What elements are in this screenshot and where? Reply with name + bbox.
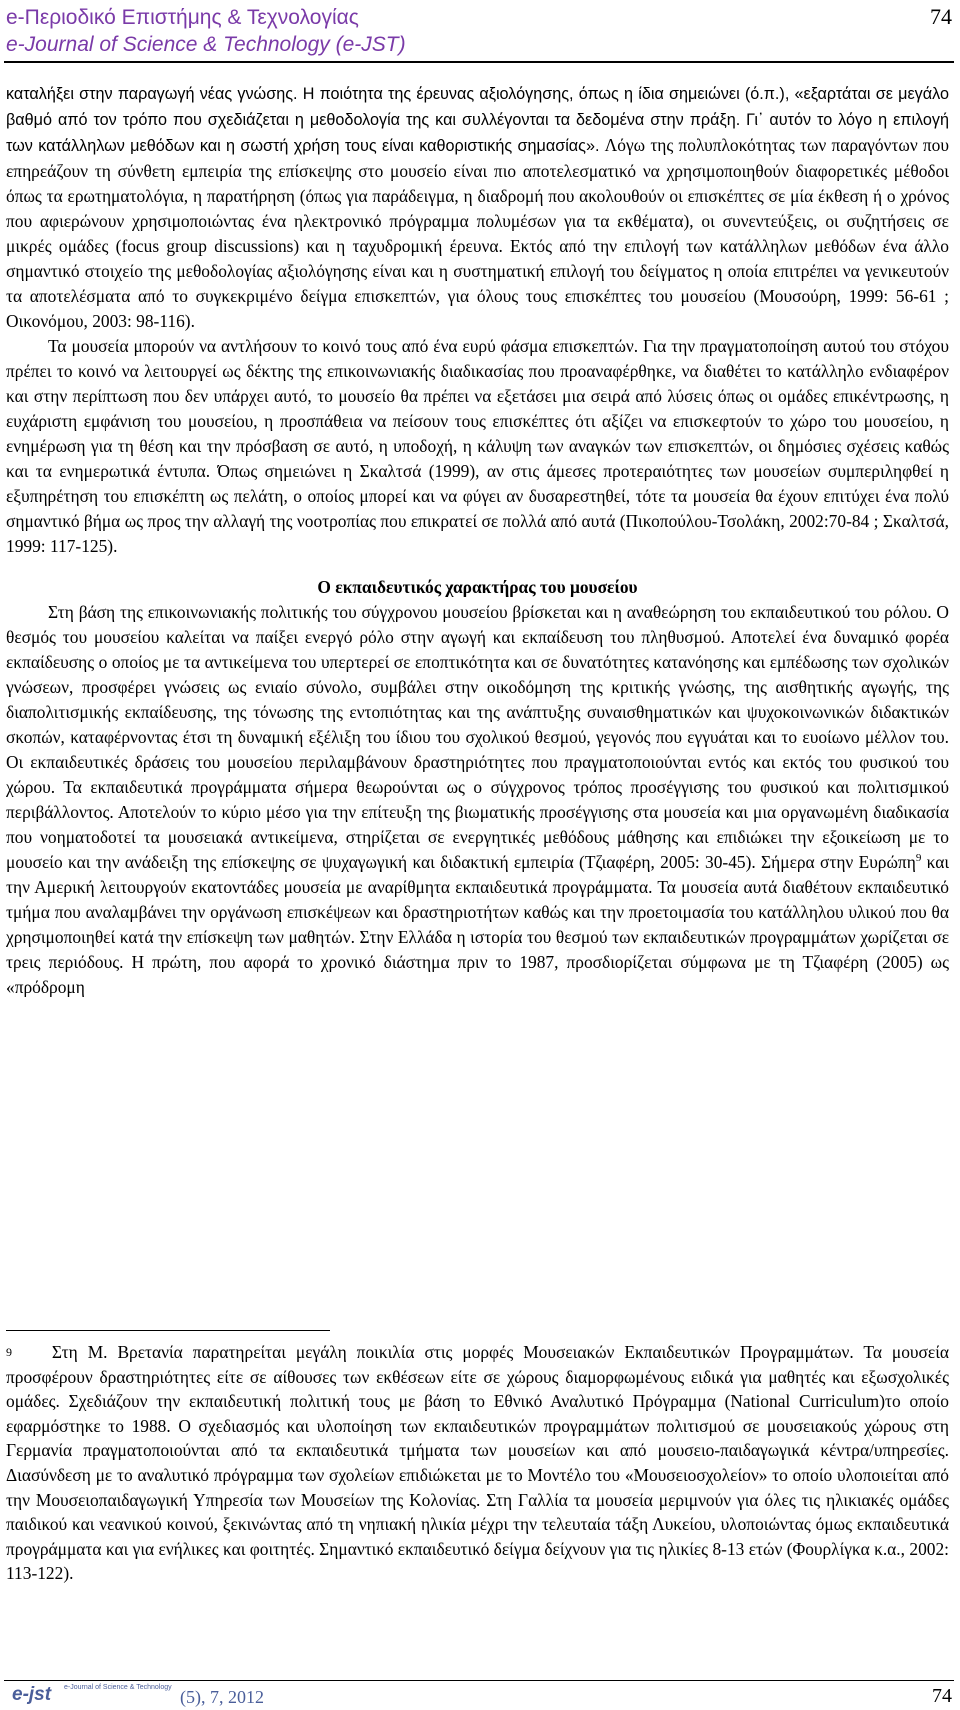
- main-text: [6, 81, 949, 1000]
- footnote: [6, 1340, 949, 1586]
- footnote-text: Στη Μ. Βρετανία παρατηρείται μεγάλη ποικιλία στις μορφές Μουσειακών Εκπαιδευτικών Προγραμμάτων. Τα μουσεία προσφέρουν δραστηριότητες είτε σε αίθουσες των εκθέσεων είτε σε χώρους διαμορφωμένους ειδικά για μαθητές και εξωσχολικές ομάδες. Σχεδιάζουν την εκπαιδευτική πολιτική τους με βάση το Εθνικό Αναλυτικό Πρόγραμμα (National Curriculum)το οποίο εφαρμόστηκε το 1988. Ο σχεδιασμός και υλοποίηση των εκπαιδευτικών προγραμμάτων πολιτισμού σε μουσειακούς χώρους στη Γερμανία πραγματοποιούνται από τα εκπαιδευτικά τμήματα των μουσείων και από μουσειο-παιδαγωγικά κέντρα/υπηρεσίες. Διασύνδεση με το αναλυτικό πρόγραμμα των σχολείων επιδιώκεται με το Μοντέλο του «Μουσειοσχολείον» το οποίο υλοποιείται από την Μουσειοπαιδαγωγική Υπηρεσία των Μουσείων της Κολονίας. Στη Γαλλία τα μουσεία μεριμνούν για όλες τις ηλικιακές ομάδες παιδικού και νεανικού κοινού, ξεκινώντας από τη νηπιακή ηλικία μέχρι την τελευταία τάξη Λυκείου, υλοποιώντας όμως εκπαιδευτικά προγράμματα και για ενήλικες και φοιτητές. Σημαντικό εκπαιδευτικό δείγμα δείχνουν για τις ηλικίες 8-13 ετών (Φουρλίγκα κ.α., 2002: 113-122).: [6, 1342, 949, 1584]
- footer-divider: [4, 1680, 954, 1681]
- journal-logo: e-jst: [12, 1684, 52, 1705]
- journal-title-english: e-Journal of Science & Technology (e-JST): [6, 33, 406, 56]
- header-page-number: 74: [930, 4, 952, 29]
- paragraph-part: Στη βάση της επικοινωνιακής πολιτικής του σύγχρονου μουσείου βρίσκεται και η αναθεώρηση του εκπαιδευτικού του ρόλου. Ο θεσμός του μουσείου καλείται να παίξει ενεργό ρόλο στην αγωγή και εκπαίδευση του πληθυσμού. Αποτελεί ένα δυναμικό φορέα εκπαίδευσης ο οποίος με τα αντικείμενα του υπερτερεί σε εποπτικότητα και σε δυνατότητες κατανόησης και εμπέδωσης των σχολικών γνώσεων, προσφέρει γνώσεις ως ενιαίο σύνολο, συμβάλει στην οικοδόμηση της κριτικής γνώσης, της αισθητικής αγωγής, της διαπολιτισμικής εκπαίδευσης, της τόνωσης της εντοπιότητας και της ανάπτυξης συναισθηματικών και ψυχοκοινωνικών διδακτικών σκοπών, καταφέρνοντας έτσι τη δυναμική εξέλιξη του ίδιου του σχολικού θεσμού, γεγονός που εγγυάται και το ευοίωνο μέλλον του. Οι εκπαιδευτικές δράσεις του μουσείου περιλαμβάνουν δραστηριότητες που πραγματοποιούνται εντός και εκτός του φυσικού του χώρου. Τα εκπαιδευτικά προγράμματα σήμερα θεωρούνται ως ο σύγχρονος τρόπος προσέγγισης του φυσικού και πολιτισμικού περιβάλλοντος. Αποτελούν το κύριο μέσο για την επίτευξη της βιωματικής προσέγγισης στα μουσεία και μια οργανωμένη διαδικασία που νοηματοδοτεί τα μουσειακά αντικείμενα, στηρίζεται σε ενεργητικές μεθόδους μάθησης και επιδιώκει την εξοικείωση με το μουσείο και την ανάδειξη της επίσκεψης σε ψυχαγωγική και διδακτική εμπειρία (Τζιαφέρη, 2005: 30-45). Σήμερα στην Ευρώπη: [6, 602, 949, 872]
- footer-page-number: 74: [932, 1685, 952, 1707]
- paragraph: [6, 600, 949, 1000]
- journal-logo-subtitle: e-Journal of Science & Technology: [64, 1684, 172, 1691]
- journal-header: [6, 4, 406, 58]
- paragraph: καταλήξει στην παραγωγή νέας γνώσης. Η ποιότητα της έρευνας αξιολόγησης, όπως η ίδια σημειώνει (ό.π.), «εξαρτάται σε μεγάλο βαθμό από τον τρόπο που σχεδιάζεται η μεθοδολογία της και συλλέγονται τα δεδομένα στην πράξη. Γι᾽ αυτόν το λόγο η επιλογή των κατάλληλων μεθόδων και η σωστή χρήση τους είναι καθοριστικής σημασίας».: [6, 85, 949, 155]
- footnote-reference[interactable]: 9: [915, 852, 922, 865]
- footnote-divider: [6, 1330, 330, 1331]
- footnote-number: 9: [6, 1345, 12, 1359]
- journal-title-greek: e-Περιοδικό Επιστήμης & Τεχνολογίας: [6, 6, 359, 29]
- paragraph: Λόγω της πολυπλοκότητας των παραγόντων που επηρεάζουν τη σύνθετη εμπειρία της επίσκεψης στο μουσείο είναι πιο αποτελεσματικό να χρησιμοποιηθούν διαφορετικές μέθοδοι όπως τα ερωτηματολόγια, η παρατήρηση (όπως για παράδειγμα, η διαδρομή που ακολουθούν οι επισκέπτες σε μία έκθεση ή ο χρόνος που αφιερώνουν χρησιμοποιώντας ένα ηλεκτρονικό πρόγραμμα πολυμέσων για τα εκθέματα), οι συνεντεύξεις, οι συζητήσεις σε μικρές ομάδες (focus group discussions) και η ταχυδρομική έρευνα. Εκτός από την επιλογή των κατάλληλων μεθόδων ένα άλλο σημαντικό στοιχείο της μεθοδολογίας αξιολόγησης είναι και η συστηματική επιλογή του δείγματος η οποία επιτρέπει να γενικευτούν τα αποτελέσματα από το συγκεκριμένο δείγμα επισκεπτών, για όλους τους επισκέπτες του μουσείου (Μουσούρη, 1999: 56-61 ; Οικονόμου, 2003: 98-116).: [6, 135, 949, 331]
- paragraph: Τα μουσεία μπορούν να αντλήσουν το κοινό τους από ένα ευρύ φάσμα επισκεπτών. Για την πραγματοποίηση αυτού του στόχου πρέπει το κοινό να λειτουργεί ως δέκτης της επικοινωνιακής διαδικασίας που προαναφέρθηκε, να διαθέτει το κατάλληλο ενδιαφέρον και στην περίπτωση που δεν υπάρχει αυτό, το μουσείο θα πρέπει να εξετάσει μια σειρά από λύσεις όπως οι ομάδες επικέντρωσης, η ευχάριστη εμφάνιση του μουσείου, η προσπάθεια να πείσουν τους επισκέπτες ότι αξίζει να επισκεφτούν το χώρο του μουσείου, η ενημέρωση για τη θέση και την πρόσβαση σε αυτό, η υποδοχή, η κάλυψη των αναγκών των επισκεπτών, οι δημόσιες σχέσεις καθώς και τα ενημερωτικά έντυπα. Όπως σημειώνει η Σκαλτσά (1999), αν στις άμεσες προτεραιότητες των μουσείων συμπεριληφθεί η εξυπηρέτηση του επισκέπτη ως πελάτη, ο οποίος μπορεί και να φύγει αν δυσαρεστηθεί, τότε τα μουσεία θα έχουν επιτύχει ένα πολύ σημαντικό βήμα ως προς την αλλαγή της νοοτροπίας που επικρατεί σε πολλά από αυτά (Πικοπούλου-Τσολάκη, 2002:70-84 ; Σκαλτσά, 1999: 117-125).: [6, 336, 949, 556]
- section-title: Ο εκπαιδευτικός χαρακτήρας του μουσείου: [317, 577, 638, 597]
- header-divider: [4, 61, 954, 63]
- footer-issue: (5), 7, 2012: [180, 1687, 264, 1707]
- paragraph-part: και την Αμερική λειτουργούν εκατοντάδες μουσεία με αναρίθμητα εκπαιδευτικά προγράμματα. Τα μουσεία αυτά διαθέτουν εκπαιδευτικό τμήμα που αναλαμβάνει την οργάνωση επισκέψεων και δραστηριοτήτων καθώς και την προετοιμασία του κατάλληλου υλικού που θα χρησιμοποιηθεί κατά την επίσκεψη των μαθητών. Στην Ελλάδα η ιστορία του θεσμού των εκπαιδευτικών προγραμμάτων χωρίζεται σε τρεις περιόδους. Η πρώτη, που αφορά το χρονικό διάστημα πριν το 1987, προσδιορίζεται σύμφωνα με τη Τζιαφέρη (2005) ως «πρόδρομη: [6, 852, 949, 997]
